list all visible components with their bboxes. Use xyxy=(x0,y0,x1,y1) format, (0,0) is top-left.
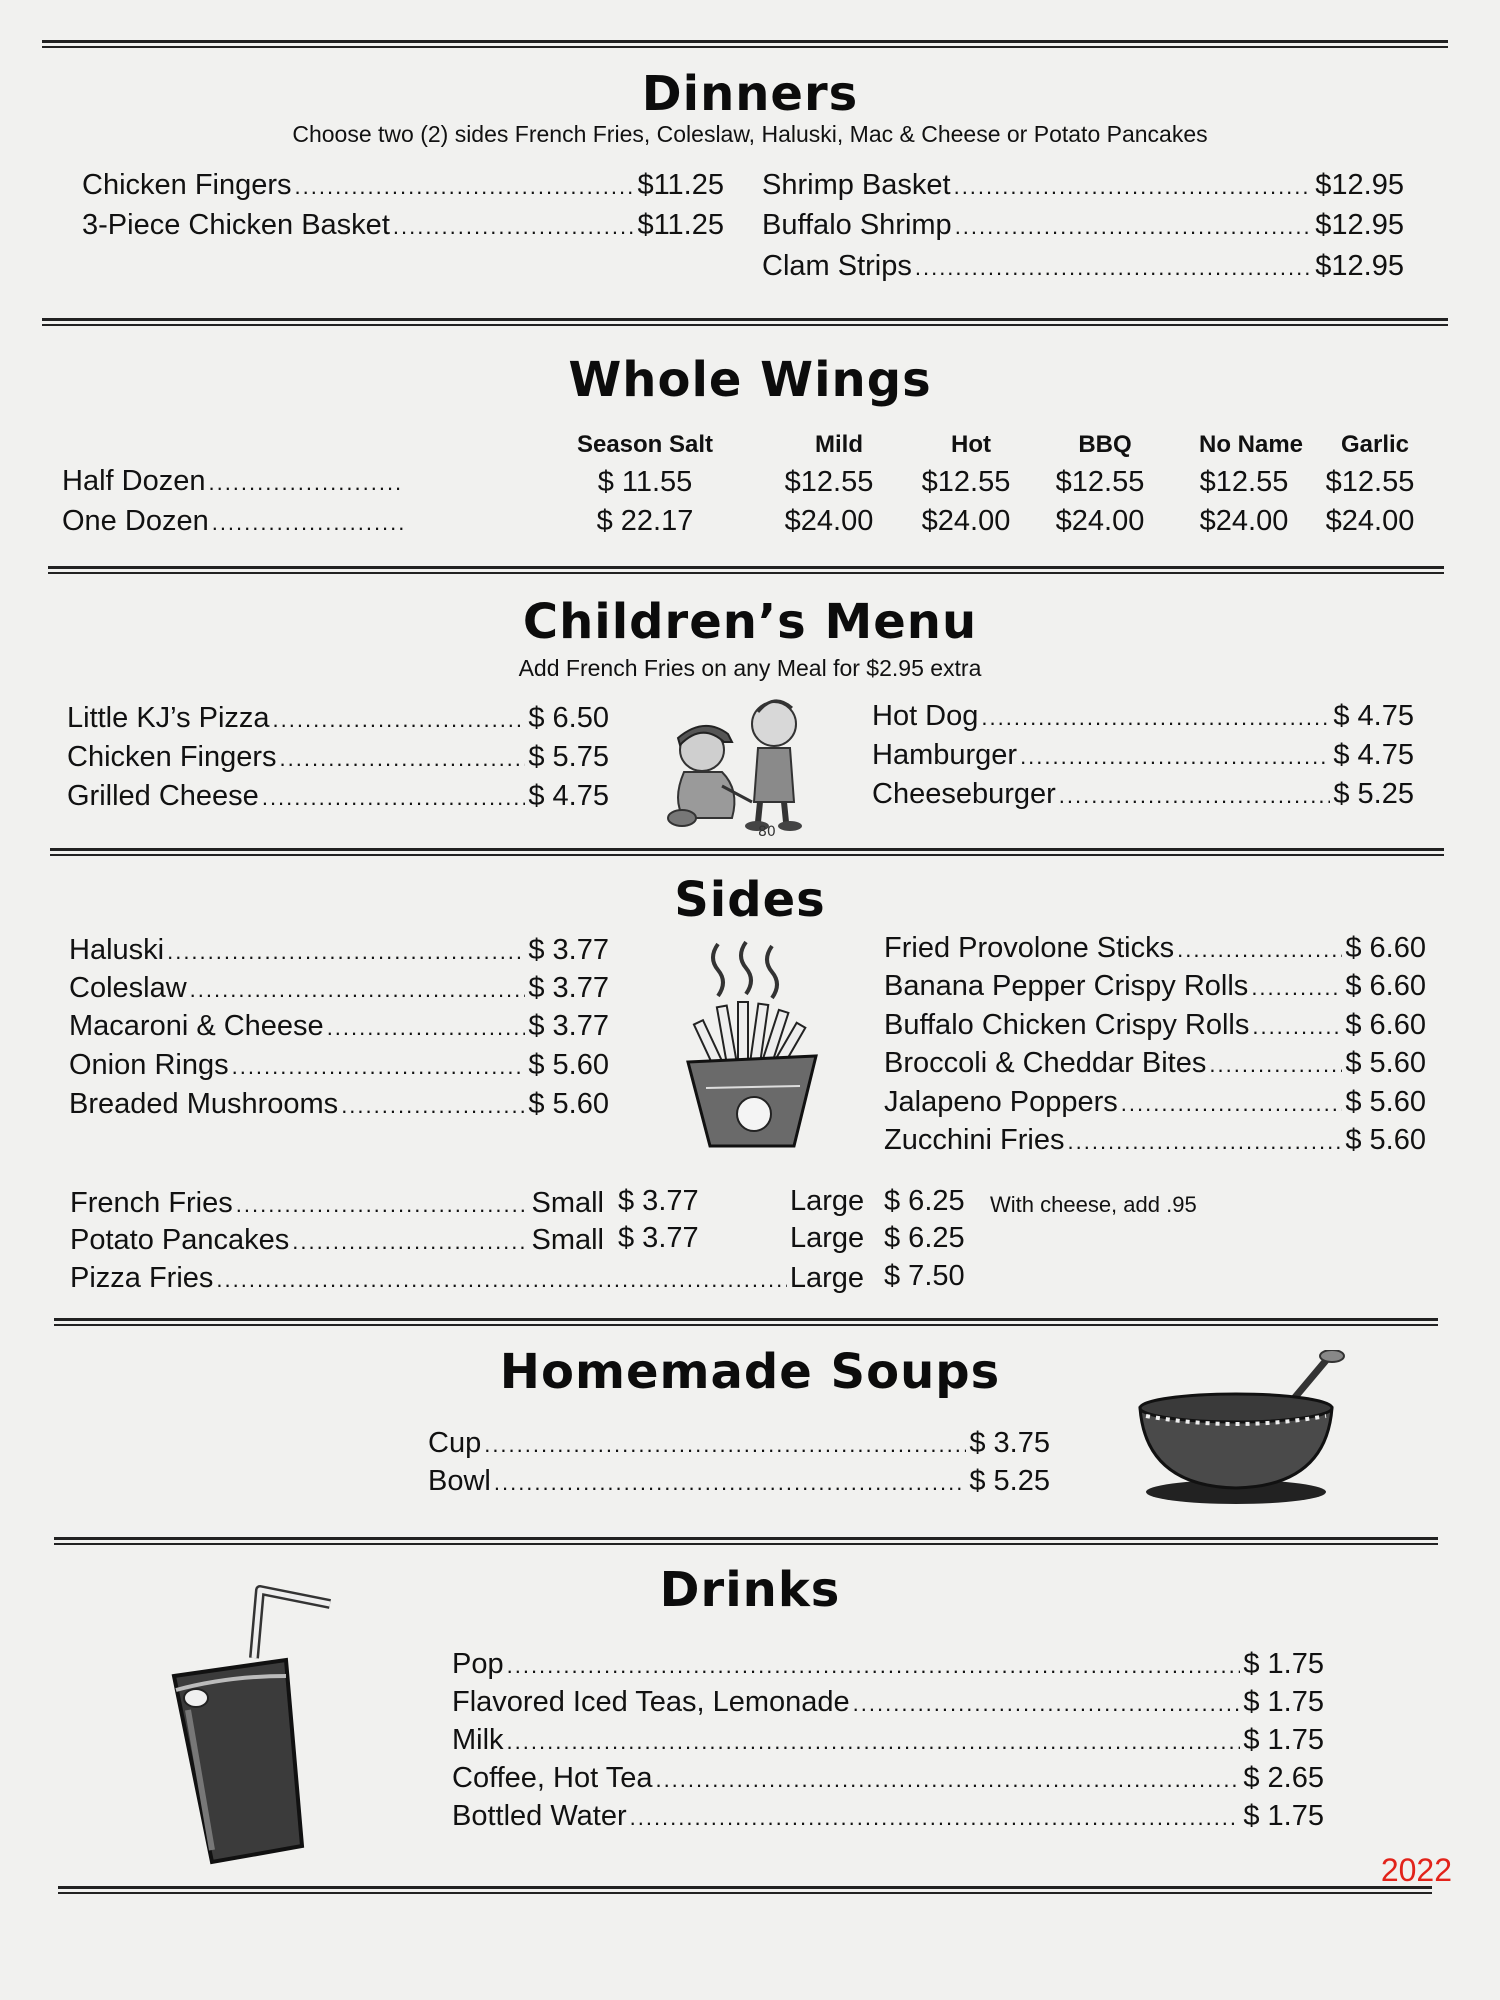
wing-row-label xyxy=(62,503,408,541)
item-price: $ 6.60 xyxy=(1345,970,1426,1002)
divider xyxy=(54,1318,1438,1326)
item-name: Coffee, Hot Tea xyxy=(452,1762,653,1794)
item-name: Buffalo Chicken Crispy Rolls xyxy=(884,1009,1250,1041)
item-name: Cup xyxy=(428,1427,482,1459)
item-price: $ 4.75 xyxy=(1333,739,1414,771)
wing-price: $12.55 xyxy=(784,466,874,498)
list-item xyxy=(762,167,1404,205)
item-price: $ 5.60 xyxy=(1345,1047,1426,1079)
item-name: Buffalo Shrimp xyxy=(762,209,952,241)
item-price: $12.95 xyxy=(1315,209,1404,241)
size-label: Large xyxy=(789,1262,864,1294)
list-item xyxy=(82,167,724,205)
list-item xyxy=(884,1084,1426,1122)
item-price: $ 6.60 xyxy=(1345,1009,1426,1041)
item-name: Shrimp Basket xyxy=(762,169,951,201)
wing-price: $12.55 xyxy=(1055,466,1145,498)
divider xyxy=(42,318,1448,326)
item-price: $ 6.60 xyxy=(1345,932,1426,964)
item-price: $ 1.75 xyxy=(1243,1686,1324,1718)
item-name: Pizza Fries xyxy=(70,1262,214,1294)
list-item xyxy=(69,1008,609,1046)
list-item xyxy=(884,1122,1426,1160)
item-name: Grilled Cheese xyxy=(67,780,259,812)
list-item xyxy=(67,700,609,738)
sides-title: Sides xyxy=(674,872,826,928)
item-price: $ 3.77 xyxy=(528,1010,609,1042)
list-item xyxy=(872,776,1414,814)
item-price: $ 3.77 xyxy=(528,934,609,966)
soups-title: Homemade Soups xyxy=(499,1344,1001,1400)
drinks-title: Drinks xyxy=(659,1562,841,1618)
item-name: Chicken Fingers xyxy=(82,169,292,201)
item-price: $ 1.75 xyxy=(1243,1800,1324,1832)
list-item xyxy=(884,1007,1426,1045)
kids-illustration xyxy=(662,690,832,838)
list-item xyxy=(762,248,1404,286)
item-price: $ 5.60 xyxy=(1345,1124,1426,1156)
item-price: $ 5.25 xyxy=(1333,778,1414,810)
item-price: $ 3.77 xyxy=(528,972,609,1004)
item-price: $ 1.75 xyxy=(1243,1724,1324,1756)
list-item xyxy=(69,1086,609,1124)
item-price: $ 4.75 xyxy=(528,780,609,812)
wing-row-label xyxy=(62,463,408,501)
list-item xyxy=(452,1760,1324,1798)
year-label: 2022 xyxy=(1380,1852,1452,1888)
wing-price: $ 22.17 xyxy=(596,505,694,537)
wing-price: $24.00 xyxy=(1055,505,1145,537)
item-name: French Fries xyxy=(70,1187,233,1219)
list-item xyxy=(884,930,1426,968)
divider xyxy=(42,40,1448,48)
list-item xyxy=(884,1045,1426,1083)
divider xyxy=(50,848,1444,856)
wing-flavor-header: Season Salt xyxy=(576,431,714,458)
item-name: Banana Pepper Crispy Rolls xyxy=(884,970,1249,1002)
item-name: Half Dozen xyxy=(62,465,206,497)
wing-price: $12.55 xyxy=(921,466,1011,498)
item-price: $12.95 xyxy=(1315,250,1404,282)
item-name: Bowl xyxy=(428,1465,491,1497)
size-label: Small xyxy=(531,1224,604,1256)
svg-text:80: 80 xyxy=(758,824,776,838)
drink-cup-illustration xyxy=(168,1580,340,1870)
item-name: Hot Dog xyxy=(872,700,979,732)
list-item xyxy=(70,1260,864,1298)
wing-price: $24.00 xyxy=(921,505,1011,537)
item-price: $11.25 xyxy=(637,209,724,241)
item-price: $ 6.50 xyxy=(528,702,609,734)
wing-price: $24.00 xyxy=(784,505,874,537)
wings-title: Whole Wings xyxy=(568,352,932,408)
list-item xyxy=(67,778,609,816)
item-name: Haluski xyxy=(69,934,165,966)
wing-flavor-header: No Name xyxy=(1198,431,1304,458)
list-item xyxy=(452,1798,1324,1836)
list-item xyxy=(872,698,1414,736)
size-label: Small xyxy=(531,1187,604,1219)
list-item xyxy=(67,739,609,777)
children-title: Children’s Menu xyxy=(522,594,978,650)
list-item xyxy=(82,207,724,245)
soup-bowl-illustration xyxy=(1136,1350,1356,1506)
list-item xyxy=(69,970,609,1008)
item-price: $ 1.75 xyxy=(1243,1648,1324,1680)
item-price: $ 5.60 xyxy=(528,1049,609,1081)
item-name: Coleslaw xyxy=(69,972,187,1004)
fries-illustration xyxy=(676,940,828,1150)
item-price: $ 4.75 xyxy=(1333,700,1414,732)
item-name: Jalapeno Poppers xyxy=(884,1086,1118,1118)
divider xyxy=(54,1537,1438,1545)
item-name: Bottled Water xyxy=(452,1800,627,1832)
item-price: $ 5.25 xyxy=(969,1465,1050,1497)
item-name: Clam Strips xyxy=(762,250,912,282)
wing-flavor-header: Garlic xyxy=(1340,431,1410,458)
item-price: $11.25 xyxy=(637,169,724,201)
item-name: 3-Piece Chicken Basket xyxy=(82,209,390,241)
size-label: Large xyxy=(790,1222,865,1254)
item-price: $ 3.75 xyxy=(969,1427,1050,1459)
wing-price: $24.00 xyxy=(1199,505,1289,537)
wing-price: $24.00 xyxy=(1325,505,1415,537)
divider xyxy=(48,566,1444,574)
item-name: Cheeseburger xyxy=(872,778,1056,810)
wing-price: $12.55 xyxy=(1199,466,1289,498)
wing-price: $12.55 xyxy=(1325,466,1415,498)
item-price: $12.95 xyxy=(1315,169,1404,201)
item-price: $ 5.60 xyxy=(528,1088,609,1120)
wing-flavor-header: BBQ xyxy=(1078,431,1132,458)
item-price: $ 3.77 xyxy=(618,1185,699,1217)
item-name: Potato Pancakes xyxy=(70,1224,290,1256)
list-item xyxy=(69,932,609,970)
wing-flavor-header: Hot xyxy=(951,431,991,458)
size-label: Large xyxy=(790,1185,865,1217)
item-price: $ 5.75 xyxy=(528,741,609,773)
item-name: Broccoli & Cheddar Bites xyxy=(884,1047,1207,1079)
item-name: One Dozen xyxy=(62,505,209,537)
children-subtitle: Add French Fries on any Meal for $2.95 extra xyxy=(518,655,982,681)
list-item xyxy=(452,1646,1324,1684)
item-name: Fried Provolone Sticks xyxy=(884,932,1175,964)
item-name: Little KJ’s Pizza xyxy=(67,702,270,734)
list-item xyxy=(70,1222,604,1260)
item-name: Flavored Iced Teas, Lemonade xyxy=(452,1686,850,1718)
item-price: $ 6.25 xyxy=(884,1222,965,1254)
item-name: Chicken Fingers xyxy=(67,741,277,773)
item-price: $ 7.50 xyxy=(884,1260,965,1292)
item-name: Macaroni & Cheese xyxy=(69,1010,324,1042)
item-name: Zucchini Fries xyxy=(884,1124,1065,1156)
item-price: $ 2.65 xyxy=(1243,1762,1324,1794)
list-item xyxy=(872,737,1414,775)
item-name: Pop xyxy=(452,1648,504,1680)
dinners-title: Dinners xyxy=(641,66,859,122)
list-item xyxy=(428,1425,1050,1463)
item-note: With cheese, add .95 xyxy=(990,1192,1197,1217)
item-name: Breaded Mushrooms xyxy=(69,1088,339,1120)
list-item xyxy=(884,968,1426,1006)
item-price: $ 5.60 xyxy=(1345,1086,1426,1118)
item-price: $ 6.25 xyxy=(884,1185,965,1217)
item-name: Hamburger xyxy=(872,739,1018,771)
list-item xyxy=(452,1722,1324,1760)
divider xyxy=(58,1886,1432,1894)
item-name: Onion Rings xyxy=(69,1049,229,1081)
item-name: Milk xyxy=(452,1724,504,1756)
dinners-subtitle: Choose two (2) sides French Fries, Coleslaw, Haluski, Mac & Cheese or Potato Pancakes xyxy=(292,121,1208,147)
wing-price: $ 11.55 xyxy=(597,466,693,498)
list-item xyxy=(70,1185,604,1223)
list-item xyxy=(428,1463,1050,1501)
list-item xyxy=(762,207,1404,245)
list-item xyxy=(69,1047,609,1085)
item-price: $ 3.77 xyxy=(618,1222,699,1254)
wing-flavor-header: Mild xyxy=(815,431,863,458)
list-item xyxy=(452,1684,1324,1722)
